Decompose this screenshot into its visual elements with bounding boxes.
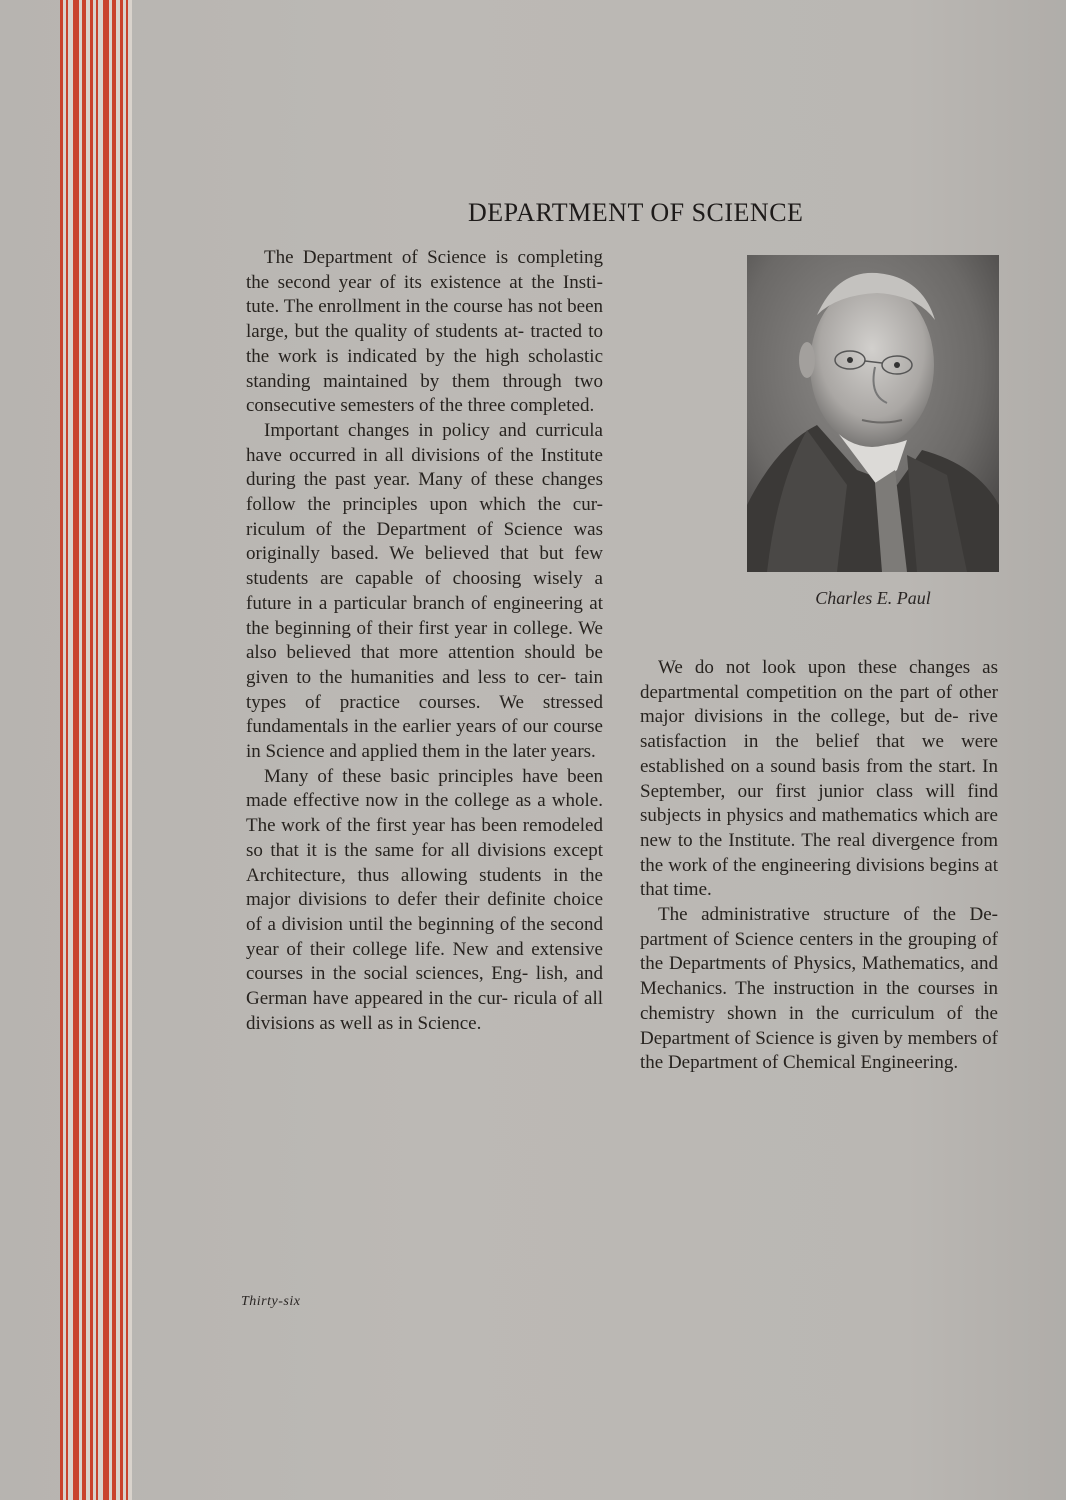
left-column (246, 246, 603, 1037)
paragraph: The Department of Science is completing the second year of its existence at the Insti- tute. The enrollment in the course has not been large, but the quality of students at- tracted to the work is indicated by the high scholastic standing maintained by them through two consecutive semesters of the three completed. (246, 247, 603, 417)
paragraph: The administrative structure of the De- partment of Science centers in the grouping of the Departments of Physics, Mathematics, and Mechanics. The instruction in the courses in chemistry shown in the curriculum of the Department of Science is given by members of the Department of Chemical Engineering. (640, 904, 998, 1074)
portrait-caption: Charles E. Paul (815, 588, 931, 608)
right-column (640, 656, 998, 1076)
portrait-image (747, 255, 999, 572)
paragraph: We do not look upon these changes as departmental competition on the part of other major divisions in the college, but de- rive satisfaction in the belief that we were established on a sound basis from the start. In September, our first junior class will find subjects in physics and mathematics which are new to the Institute. The real divergence from the work of the engineering divisions begins at that time. (640, 657, 998, 901)
decorative-stripe-border (60, 0, 132, 1500)
paragraph: Many of these basic principles have been made effective now in the college as a whole. The work of the first year has been remodeled so that it is the same for all divisions except Architecture, thus allowing students in the major divisions to defer their definite choice of a division until the beginning of the second year of their college life. New and extensive courses in the social sciences, Eng- lish, and German have appeared in the cur- ricula of all divisions as well as in Science. (246, 765, 603, 1034)
page-number: Thirty-six (241, 1294, 301, 1309)
portrait-photo (747, 255, 999, 572)
paragraph: Important changes in policy and curricula have occurred in all divisions of the Institute during the past year. Many of these changes follow the principles upon which the cur- riculum of the Department of Science was originally based. We believed that but few students are capable of choosing wisely a future in a particular branch of engineering at the beginning of their first year in college. We also believed that more attention should be given to the humanities and less to cer- tain types of practice courses. We stressed fundamentals in the earlier years of our course in Science and applied them in the later years. (246, 419, 603, 763)
page-title: DEPARTMENT OF SCIENCE (468, 198, 804, 227)
